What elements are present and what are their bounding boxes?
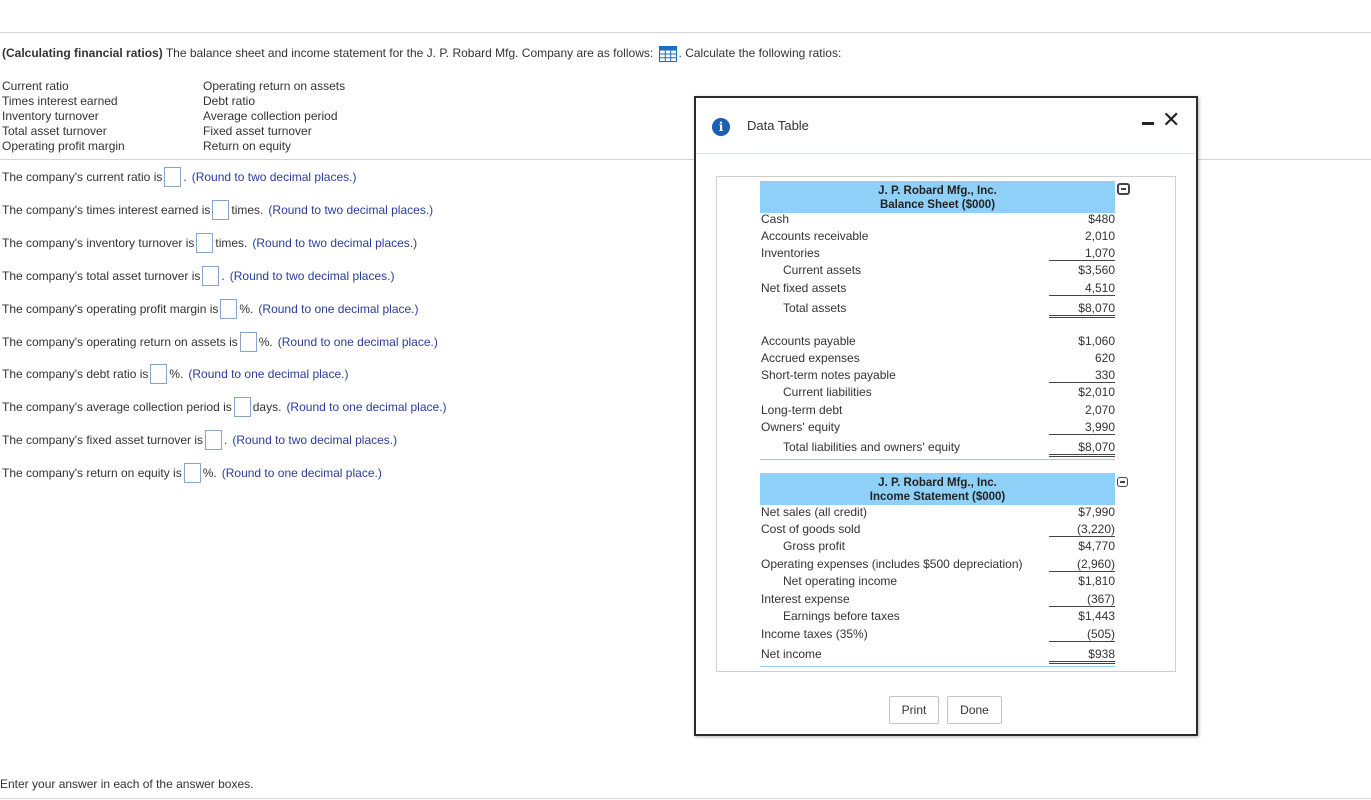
row-value: 4,510 [1049, 281, 1115, 296]
average-collection-period-input[interactable] [234, 397, 251, 417]
data-table-container [716, 176, 1176, 672]
row-value: $1,810 [1078, 574, 1115, 588]
question-text: The company's debt ratio is [2, 367, 149, 381]
question-text: The company's return on equity is [2, 466, 182, 480]
question-unit: times. [215, 236, 248, 250]
row-label: Net sales (all credit) [761, 505, 868, 519]
problem-text: The balance sheet and income statement for the J. P. Robard Mfg. Company are as follows: [162, 46, 654, 61]
table-row [761, 627, 1115, 643]
row-value: 620 [1094, 351, 1115, 365]
question-unit: . [224, 433, 228, 447]
top-divider [0, 32, 1371, 33]
fixed-asset-turnover-input[interactable] [205, 430, 222, 450]
inventory-turnover-input[interactable] [196, 233, 213, 253]
question-text: The company's fixed asset turnover is [2, 433, 204, 447]
row-value: $1,060 [1078, 334, 1115, 348]
question-inventory-turnover [2, 233, 417, 253]
question-fixed-asset-turnover [2, 430, 397, 450]
question-operating-profit-margin [2, 299, 419, 319]
question-text: The company's operating profit margin is [2, 302, 219, 316]
row-value: $4,770 [1078, 539, 1115, 553]
table-row [761, 212, 1115, 228]
table-row [761, 334, 1115, 350]
question-current-ratio [2, 167, 356, 187]
round-hint: (Round to two decimal places.) [191, 170, 357, 184]
table-row [761, 522, 1115, 538]
row-label: Net fixed assets [761, 281, 847, 295]
table-row [761, 301, 1115, 317]
question-unit: %. [239, 302, 254, 316]
ratio-item: Average collection period [203, 109, 338, 123]
question-text: The company's average collection period is [2, 400, 232, 414]
table-row [761, 246, 1115, 262]
row-value: $480 [1088, 212, 1115, 226]
question-unit: %. [258, 335, 273, 349]
problem-intro [2, 46, 841, 62]
row-value: 330 [1049, 368, 1115, 383]
row-value: (3,220) [1049, 522, 1115, 537]
table-row [761, 505, 1115, 521]
table-row [761, 368, 1115, 384]
question-text: The company's inventory turnover is [2, 236, 195, 250]
minimize-button[interactable] [1142, 122, 1154, 125]
income-statement-header [760, 473, 1115, 505]
ratio-item: Total asset turnover [2, 124, 107, 138]
round-hint: (Round to one decimal place.) [277, 335, 438, 349]
row-label: Cost of goods sold [761, 522, 861, 536]
question-text: The company's total asset turnover is [2, 269, 201, 283]
row-value: 2,010 [1084, 229, 1115, 243]
round-hint: (Round to one decimal place.) [258, 302, 419, 316]
total-asset-turnover-input[interactable] [202, 266, 219, 286]
table-row [761, 351, 1115, 367]
data-table-dialog [694, 96, 1198, 736]
row-label: Income taxes (35%) [761, 627, 868, 641]
question-unit: %. [202, 466, 217, 480]
balance-sheet-bottom-rule [760, 459, 1115, 460]
table-row [761, 440, 1115, 456]
ratio-item: Current ratio [2, 79, 69, 93]
table-row [761, 609, 1115, 625]
row-value: (367) [1049, 592, 1115, 607]
row-label: Total assets [783, 301, 847, 315]
row-label: Accrued expenses [761, 351, 860, 365]
row-value: (505) [1049, 627, 1115, 642]
row-value: 1,070 [1049, 246, 1115, 261]
question-unit: days. [252, 400, 282, 414]
question-total-asset-turnover [2, 266, 394, 286]
row-label: Current liabilities [783, 385, 872, 399]
round-hint: (Round to one decimal place.) [221, 466, 382, 480]
table-row [761, 403, 1115, 419]
dialog-title: Data Table [747, 118, 809, 133]
table-row [761, 229, 1115, 245]
row-value: $1,443 [1078, 609, 1115, 623]
question-unit: . [183, 170, 187, 184]
balance-sheet-title: Balance Sheet ($000) [879, 199, 996, 211]
copy-balance-sheet-icon[interactable] [1117, 183, 1130, 195]
question-text: The company's times interest earned is [2, 203, 211, 217]
copy-income-statement-icon[interactable] [1117, 477, 1128, 487]
row-value: (2,960) [1049, 557, 1115, 572]
dialog-header [696, 98, 1196, 154]
question-operating-return-on-assets [2, 332, 438, 352]
print-button[interactable]: Print [889, 696, 939, 724]
round-hint: (Round to two decimal places.) [268, 203, 434, 217]
balance-sheet-header [760, 181, 1115, 213]
row-value: $7,990 [1078, 505, 1115, 519]
operating-profit-margin-input[interactable] [220, 299, 237, 319]
question-text: The company's current ratio is [2, 170, 163, 184]
ratio-item: Debt ratio [203, 94, 256, 108]
row-label: Accounts receivable [761, 229, 869, 243]
row-value: 2,070 [1084, 403, 1115, 417]
table-row [761, 281, 1115, 297]
round-hint: (Round to one decimal place.) [188, 367, 349, 381]
table-row [761, 557, 1115, 573]
row-label: Current assets [783, 263, 862, 277]
ratio-list-left [2, 79, 125, 154]
question-times-interest-earned [2, 200, 433, 220]
table-row [761, 263, 1115, 279]
round-hint: (Round to two decimal places.) [229, 269, 395, 283]
row-label: Short-term notes payable [761, 368, 896, 382]
question-unit: times. [231, 203, 264, 217]
table-row [761, 420, 1115, 436]
row-label: Net income [761, 647, 822, 661]
balance-sheet-company: J. P. Robard Mfg., Inc. [878, 185, 997, 197]
question-unit: %. [169, 367, 184, 381]
done-button[interactable]: Done [947, 696, 1002, 724]
debt-ratio-input[interactable] [150, 364, 167, 384]
question-return-on-equity [2, 463, 382, 483]
row-value: $938 [1049, 647, 1115, 664]
row-label: Accounts payable [761, 334, 856, 348]
close-button[interactable]: ✕ [1162, 108, 1181, 133]
question-unit: . [221, 269, 225, 283]
row-value: $8,070 [1049, 301, 1115, 318]
row-label: Total liabilities and owners' equity [783, 440, 961, 454]
row-label: Cash [761, 212, 790, 226]
table-row [761, 385, 1115, 401]
current-ratio-input[interactable] [164, 167, 181, 187]
row-value: 3,990 [1049, 420, 1115, 435]
times-interest-earned-input[interactable] [212, 200, 229, 220]
ratio-item: Operating profit margin [2, 139, 125, 153]
round-hint: (Round to one decimal place.) [286, 400, 447, 414]
table-row [761, 647, 1115, 663]
round-hint: (Round to two decimal places.) [252, 236, 418, 250]
row-label: Interest expense [761, 592, 850, 606]
income-statement-bottom-rule [760, 666, 1115, 667]
info-icon: i [712, 118, 730, 136]
footer-instruction: Enter your answer in each of the answer boxes. [0, 777, 254, 791]
row-label: Gross profit [783, 539, 846, 553]
ratio-item: Times interest earned [2, 94, 118, 108]
question-text: The company's operating return on assets is [2, 335, 238, 349]
table-row [761, 574, 1115, 590]
row-value: $3,560 [1078, 263, 1115, 277]
row-label: Owners' equity [761, 420, 840, 434]
data-table-grid-icon[interactable] [659, 46, 677, 62]
row-label: Long-term debt [761, 403, 843, 417]
row-label: Earnings before taxes [783, 609, 900, 623]
table-row [761, 592, 1115, 608]
row-label: Inventories [761, 246, 820, 260]
ratio-item: Operating return on assets [203, 79, 346, 93]
operating-return-on-assets-input[interactable] [240, 332, 257, 352]
round-hint: (Round to two decimal places.) [232, 433, 398, 447]
ratio-list-right [203, 79, 345, 154]
income-statement-company: J. P. Robard Mfg., Inc. [878, 477, 997, 489]
row-value: $2,010 [1078, 385, 1115, 399]
ratio-item: Inventory turnover [2, 109, 99, 123]
income-statement-title: Income Statement ($000) [869, 491, 1006, 503]
ratio-item: Fixed asset turnover [203, 124, 312, 138]
problem-instruction: . Calculate the following ratios: [678, 46, 842, 61]
row-label: Net operating income [783, 574, 898, 588]
return-on-equity-input[interactable] [184, 463, 201, 483]
row-label: Operating expenses (includes $500 depreciation) [761, 557, 1023, 571]
row-value: $8,070 [1049, 440, 1115, 457]
table-row [761, 539, 1115, 555]
question-average-collection-period [2, 397, 447, 417]
bottom-divider [0, 798, 1371, 799]
question-debt-ratio [2, 364, 348, 384]
ratio-item: Return on equity [203, 139, 292, 153]
problem-topic: (Calculating financial ratios) [2, 46, 163, 61]
